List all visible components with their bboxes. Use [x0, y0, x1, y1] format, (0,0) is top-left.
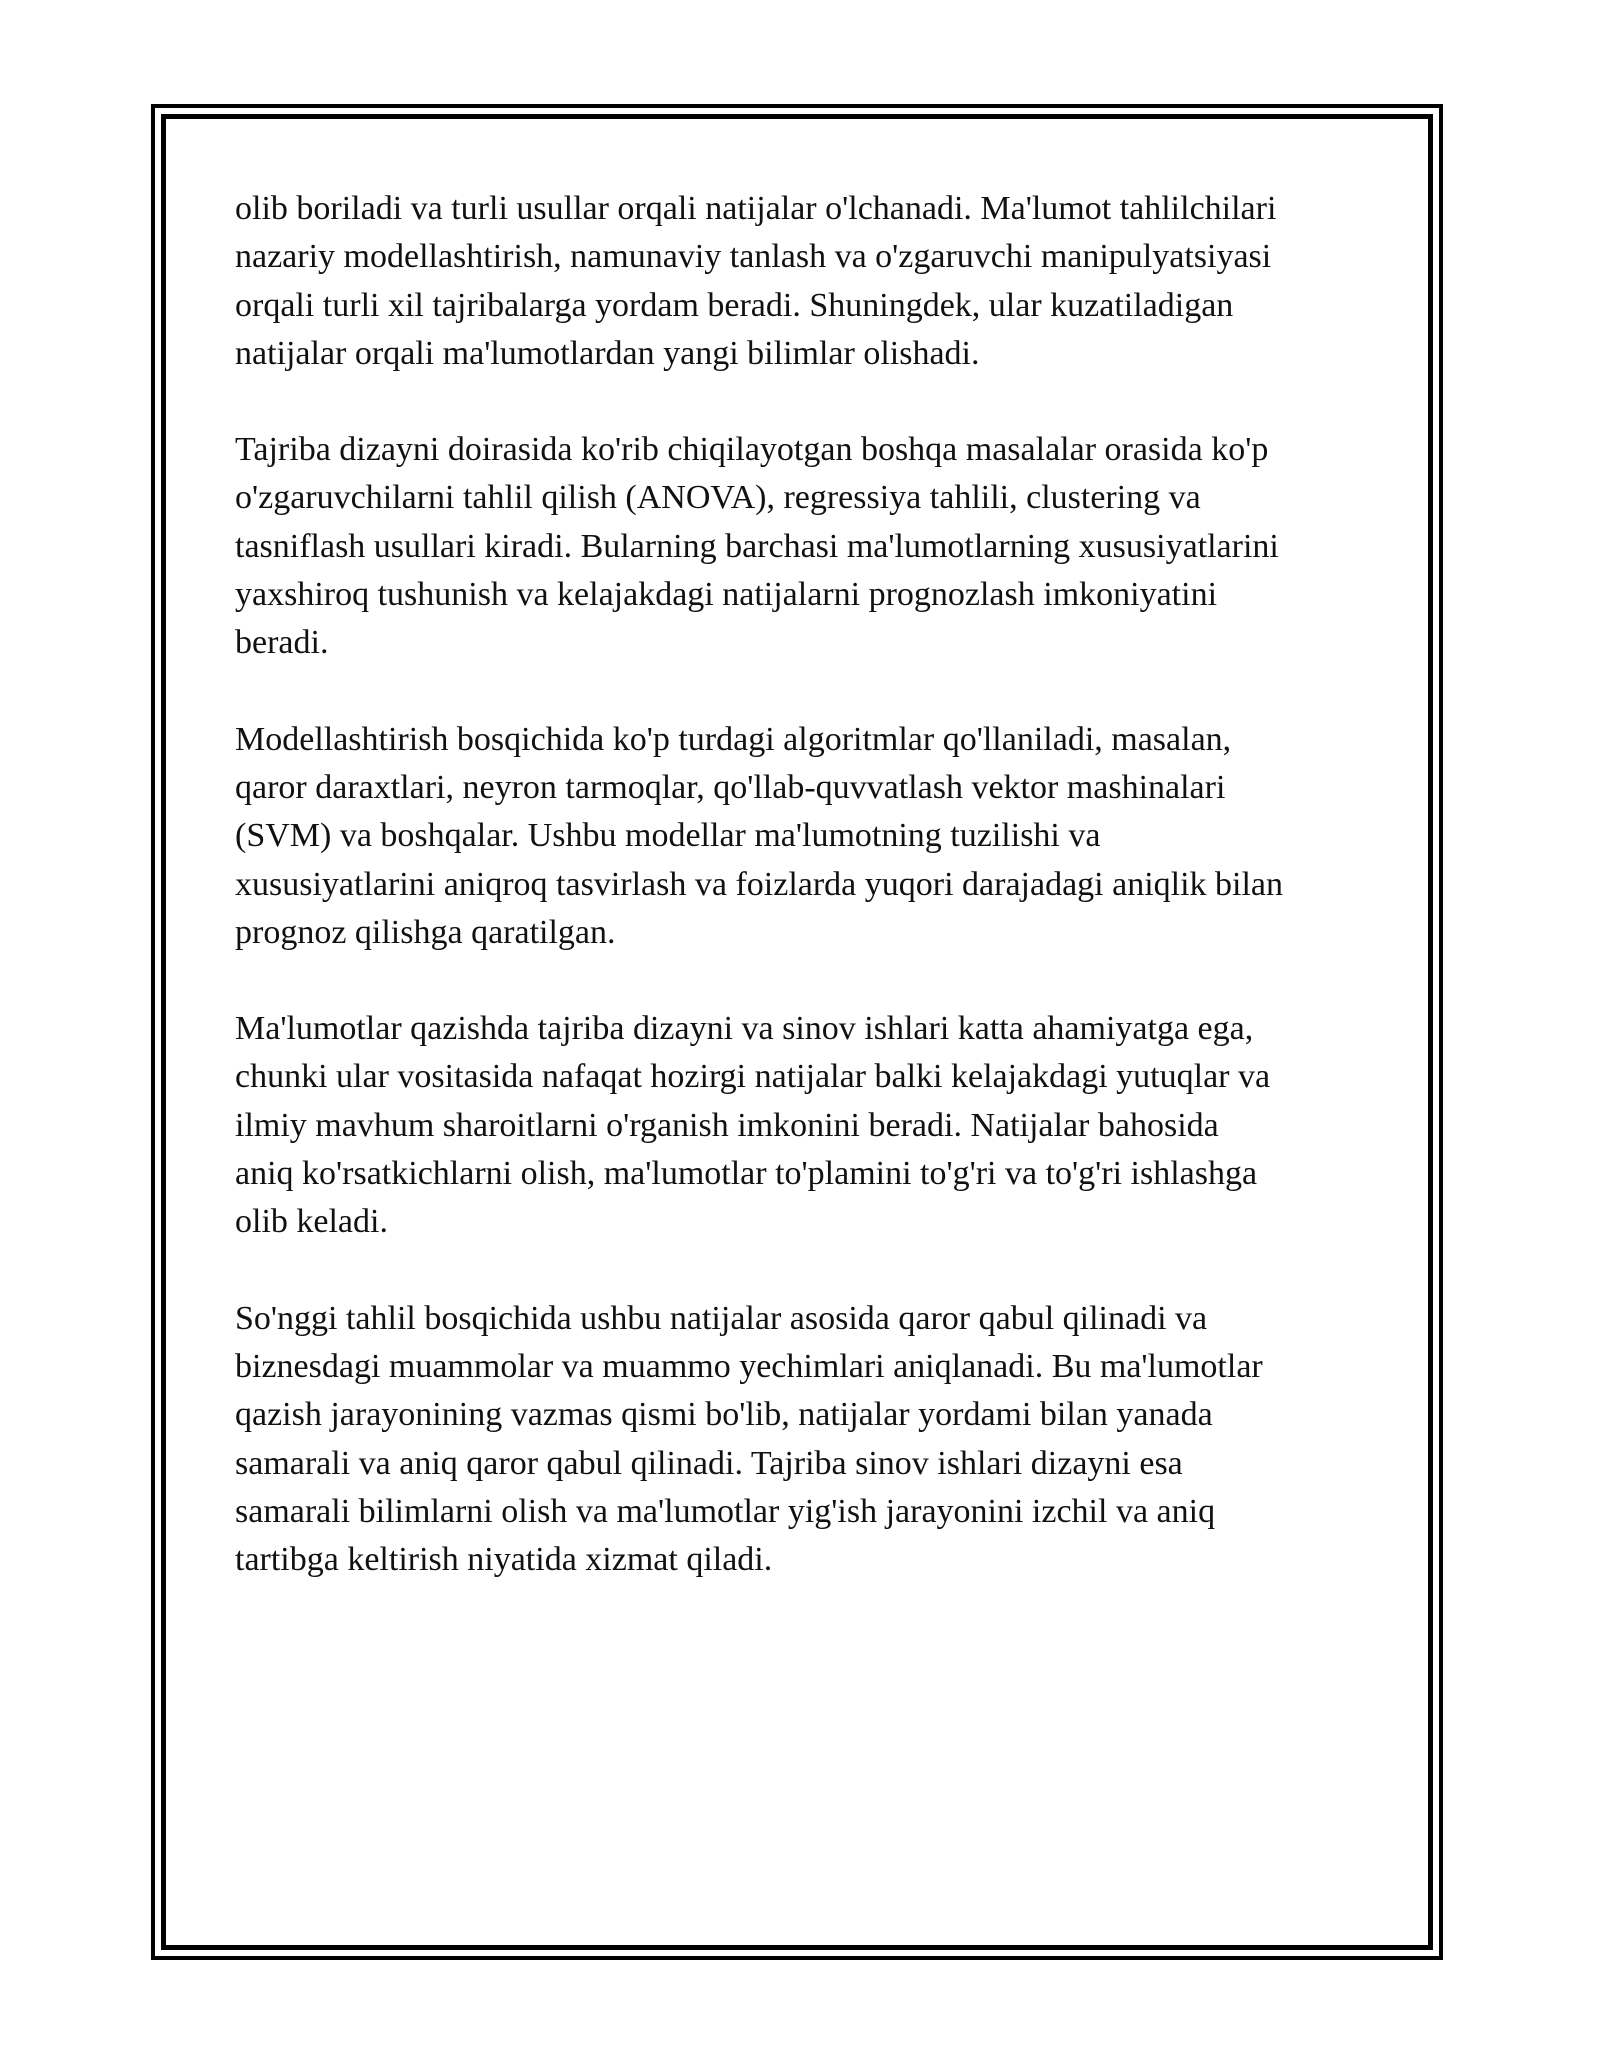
paragraph-4: Ma'lumotlar qazishda tajriba dizayni va sinov ishlari katta ahamiyatga ega, chunki ular vositasida nafaqat hozirgi natijalar balki kelajakdagi yutuqlar va ilmiy mavhum sharoitlarni o'rganish imkonini beradi. Natijalar bahosida aniq ko'rsatkichlarni olish, ma'lumotlar to'plamini to'g'ri va to'g'ri ishlashga olib keladi.	[235, 1010, 1271, 1241]
paragraph-2: Tajriba dizayni doirasida ko'rib chiqilayotgan boshqa masalalar orasida ko'p o'zgaruvchilarni tahlil qilish (ANOVA), regressiya tahlili, clustering va tasniflash usullari kiradi. Bularning barchasi ma'lumotlarning xususiyatlarini yaxshiroq tushunish va kelajakdagi natijalarni prognozlash imkoniyatini beradi.	[235, 431, 1279, 662]
paragraph-1: olib boriladi va turli usullar orqali natijalar o'lchanadi. Ma'lumot tahlilchilari nazariy modellashtirish, namunaviy tanlash va o'zgaruvchi manipulyatsiyasi orqali turli xil tajribalarga yordam beradi. Shuningdek, ular kuzatiladigan natijalar orqali ma'lumotlardan yangi bilimlar olishadi.	[235, 190, 1277, 372]
document-body	[235, 185, 1370, 1632]
paragraph-5: So'nggi tahlil bosqichida ushbu natijalar asosida qaror qabul qilinadi va biznesdagi muammolar va muammo yechimlari aniqlanadi. Bu ma'lumotlar qazish jarayonining vazmas qismi bo'lib, natijalar yordami bilan yanada samarali va aniq qaror qabul qilinadi. Tajriba sinov ishlari dizayni esa samarali bilimlarni olish va ma'lumotlar yig'ish jarayonini izchil va aniq tartibga keltirish niyatida xizmat qiladi.	[235, 1299, 1263, 1579]
paragraph-3: Modellashtirish bosqichida ko'p turdagi algoritmlar qo'llaniladi, masalan, qaror daraxtlari, neyron tarmoqlar, qo'llab-quvvatlash vektor mashinalari (SVM) va boshqalar. Ushbu modellar ma'lumotning tuzilishi va xususiyatlarini aniqroq tasvirlash va foizlarda yuqori darajadagi aniqlik bilan prognoz qilishga qaratilgan.	[235, 720, 1284, 951]
